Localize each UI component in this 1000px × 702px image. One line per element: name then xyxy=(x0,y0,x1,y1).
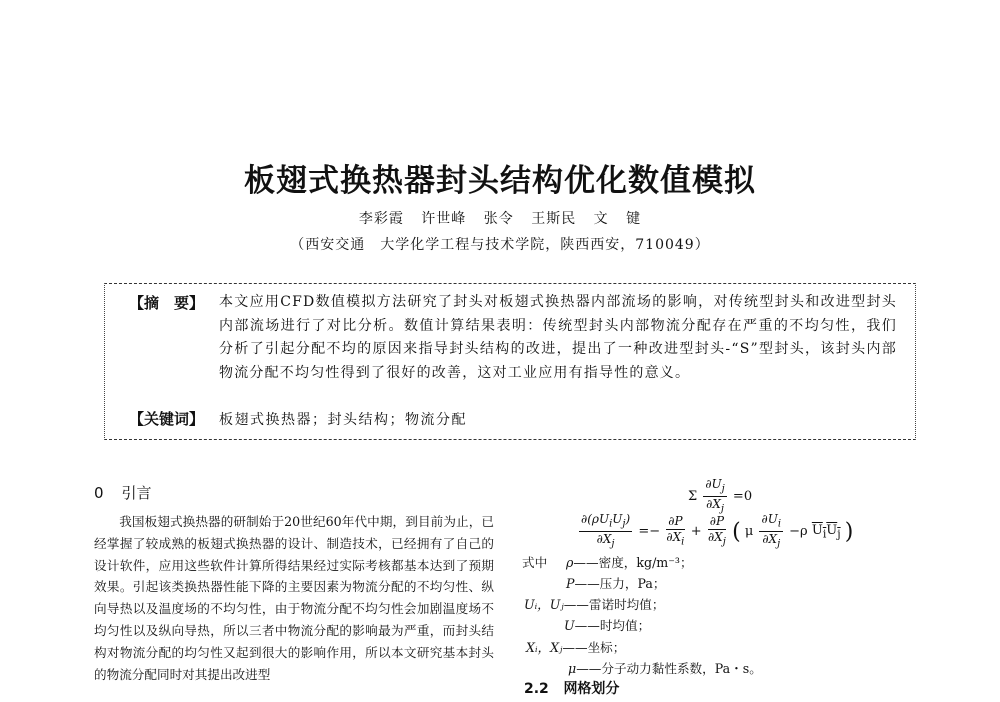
keywords-text: 板翅式换热器；封头结构；物流分配 xyxy=(219,412,467,428)
eq2-inner-num: ∂U xyxy=(761,512,778,526)
keywords-label: 【关键词】 xyxy=(129,410,205,428)
definition-row xyxy=(524,594,664,613)
affiliation: （西安交通 大学化学工程与技术学院，陕西西安，710049） xyxy=(290,237,710,253)
section-number: 0 xyxy=(94,484,104,502)
definition-row xyxy=(526,637,625,656)
definition-row xyxy=(564,615,650,634)
eq2-lhs-den-sub: j xyxy=(611,538,615,550)
abstract-box xyxy=(104,283,916,440)
eq2-lhs-sub2: j xyxy=(622,518,626,530)
eq2-mu: μ xyxy=(744,524,754,540)
eq2-t2-den: ∂X xyxy=(707,530,723,545)
abstract-label: 【摘 要】 xyxy=(129,294,205,312)
introduction-paragraph: 我国板翅式换热器的研制始于20世纪60年代中期，到目前为止，已经掌握了较成熟的板翅式换热器的设计、制造技术，已经拥有了自己的设计软件，应用这些软件计算所得结果经过实际考核都基本达到了预期效果。引起该类换热器性能下降的主要因素为物流分配的不均匀性、纵向导热以及温度场的不均匀性，由于物流分配不均匀性会加剧温度场不均匀性以及纵向导热，所以三者中物流分配的影响最为严重，而封头结构对物流分配的均匀性又起到很大的影响作用，所以本文研究基本封头的物流分配同时对其提出改进型 xyxy=(94,514,494,682)
abstract-text: 本文应用CFD数值模拟方法研究了封头对板翅式换热器内部流场的影响，对传统型封头和改进型封头内部流场进行了对比分析。数值计算结果表明：传统型封头内部物流分配存在严重的不均匀性，我们分析了引起分配不均的原因来指导封头结构的改进，提出了一种改进型封头-“S”型封头，该封头内部物流分配不均匀性得到了很好的改善，这对工业应用有指导性的意义。 xyxy=(219,294,897,381)
eq2-ov-sub2: j xyxy=(837,527,841,541)
definition-symbol: Xᵢ，Xⱼ xyxy=(526,640,563,655)
section-heading-introduction xyxy=(94,482,170,503)
eq2-term1-fraction xyxy=(666,514,684,549)
paper-title: 板翅式换热器封头结构优化数值模拟 xyxy=(244,163,756,199)
eq2-ov-u1: U xyxy=(811,523,823,539)
definition-desc: ——分子动力黏性系数，Pa・s。 xyxy=(576,661,762,676)
eq2-lhs-den: ∂X xyxy=(596,532,612,547)
definition-symbol: U xyxy=(564,618,575,633)
definition-desc: ——密度，kg/m⁻³； xyxy=(573,555,693,570)
close-paren: ) xyxy=(844,519,854,545)
authors: 李彩霞 许世峰 张令 王斯民 文 键 xyxy=(358,211,642,227)
subsection-number: 2.2 xyxy=(524,681,549,697)
eq2-lhs-mid: U xyxy=(612,512,623,526)
eq2-inner-den: ∂X xyxy=(762,532,778,547)
eq2-ov-u2: U xyxy=(826,523,838,539)
definition-row xyxy=(568,658,762,677)
definition-symbol: μ xyxy=(568,661,577,676)
eq2-equals: =− xyxy=(638,524,661,540)
subsection-heading xyxy=(524,678,619,698)
section-title: 引言 xyxy=(121,484,152,502)
eq2-minus-rho: −ρ xyxy=(789,524,808,540)
definition-symbol: ρ xyxy=(566,555,574,570)
eq2-t1-den: ∂X xyxy=(666,530,682,545)
eq2-reynolds-stress xyxy=(812,523,841,541)
eq1-denominator: ∂X xyxy=(706,497,721,512)
eq1-fraction xyxy=(703,477,726,517)
eq2-inner-den-sub: j xyxy=(777,538,781,550)
eq2-term2-fraction xyxy=(708,514,726,549)
eq2-t2-num: ∂P xyxy=(709,514,725,529)
sum-symbol: Σ xyxy=(688,489,698,505)
definition-desc: ——压力，Pa； xyxy=(574,576,666,591)
eq2-lhs-close: ) xyxy=(625,512,631,526)
definition-desc: ——时均值； xyxy=(574,618,651,633)
eq2-plus: + xyxy=(690,524,702,540)
eq2-ov-sub1: i xyxy=(822,527,827,541)
eq2-inner-num-sub: i xyxy=(777,518,782,530)
introduction-body xyxy=(94,511,494,685)
definition-desc: ——雷诺时均值； xyxy=(563,597,665,612)
subsection-title: 网格划分 xyxy=(563,681,620,697)
definition-row xyxy=(566,552,693,571)
eq1-numerator: ∂U xyxy=(705,477,722,491)
eq2-inner-fraction xyxy=(759,512,783,552)
definition-row xyxy=(566,573,665,592)
definition-prefix: 式中 xyxy=(522,555,548,570)
eq2-t1-den-sub: i xyxy=(681,536,685,548)
eq2-t1-num: ∂P xyxy=(668,514,683,529)
definition-symbol: Uᵢ，Uⱼ xyxy=(524,597,564,612)
eq2-lhs-fraction xyxy=(579,512,632,552)
eq2-t2-den-sub: j xyxy=(722,536,726,548)
definition-desc: ——坐标； xyxy=(562,640,626,655)
eq1-den-sub: j xyxy=(720,503,724,515)
definition-symbol: P xyxy=(566,576,575,591)
eq1-rhs: =0 xyxy=(732,489,753,505)
continuity-equation xyxy=(688,477,752,517)
eq1-num-sub: j xyxy=(721,483,725,495)
eq2-lhs-num: ∂(ρU xyxy=(581,512,610,526)
open-paren: ( xyxy=(732,519,741,545)
momentum-equation xyxy=(577,512,853,552)
eq2-lhs-sub1: i xyxy=(609,518,613,530)
